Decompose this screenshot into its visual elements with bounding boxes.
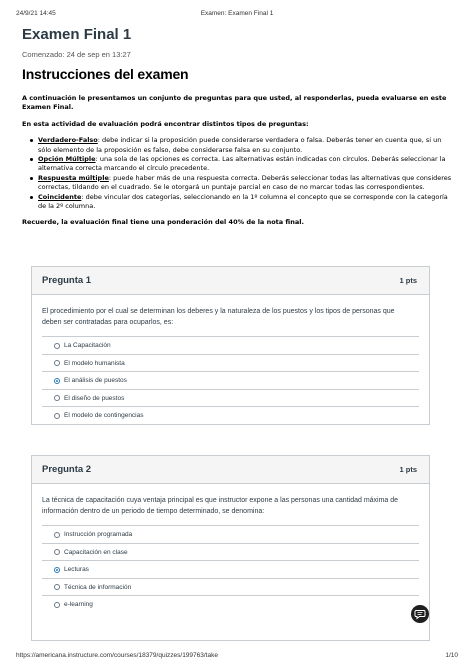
question-body bbox=[32, 295, 429, 424]
answer-label: Lecturas bbox=[64, 566, 89, 574]
radio-button-selected[interactable] bbox=[54, 378, 60, 384]
answer-option[interactable] bbox=[42, 354, 419, 372]
answer-option[interactable] bbox=[42, 336, 419, 354]
answer-option[interactable] bbox=[42, 560, 419, 578]
instructions-reminder: Recuerde, la evaluación final tiene una ponderación del 40% de la nota final. bbox=[22, 218, 304, 227]
radio-button[interactable] bbox=[54, 343, 60, 349]
instructions-activity-lead: En esta actividad de evaluación podrá encontrar distintos tipos de preguntas: bbox=[22, 119, 309, 128]
print-page-number: 1/10 bbox=[445, 652, 458, 659]
radio-button[interactable] bbox=[54, 602, 60, 608]
question-type-name: Coincidente bbox=[38, 192, 82, 201]
radio-button[interactable] bbox=[54, 549, 60, 555]
answer-option[interactable] bbox=[42, 389, 419, 407]
question-type-name: Opción Múltiple bbox=[38, 155, 96, 164]
question-type-desc: : una sola de las opciones es correcta. Las alternativas están indicadas con círculos. Deberás seleccionar la alternativa correcta marcando el círculo precedente. bbox=[38, 155, 446, 173]
question-body bbox=[32, 484, 429, 613]
answer-option[interactable] bbox=[42, 543, 419, 561]
question-type-item bbox=[30, 136, 452, 155]
radio-button[interactable] bbox=[54, 360, 60, 366]
answer-label: Técnica de información bbox=[64, 583, 132, 591]
answer-option[interactable] bbox=[42, 406, 419, 424]
question-type-name: Respuesta múltiple bbox=[38, 173, 109, 182]
question-title: Pregunta 1 bbox=[42, 275, 92, 286]
instructions-body bbox=[22, 94, 452, 228]
main-content bbox=[22, 24, 452, 235]
radio-button[interactable] bbox=[54, 413, 60, 419]
print-header bbox=[16, 10, 458, 20]
instructions-intro: A continuación le presentamos un conjunto de preguntas para que usted, al responderlas, pueda evaluarse en este Examen Final. bbox=[22, 94, 447, 112]
question-type-desc: : debe vincular dos categorías, seleccionando en la 1º columna el concepto que se corresponde con la categoría de la 2º columna. bbox=[38, 192, 448, 211]
question-type-item bbox=[30, 155, 452, 174]
answer-label: El análisis de puestos bbox=[64, 377, 127, 385]
answer-label: El modelo de contingencias bbox=[64, 412, 144, 420]
answer-label: La Capacitación bbox=[64, 342, 111, 349]
chat-bubble-icon[interactable] bbox=[411, 605, 429, 623]
question-type-desc: : debe indicar si la proposición puede considerarse verdadera o falsa. Deberás tener en cuenta que, si un sólo elemento de la proposición es falso, debe considerarse falsa en su conjunto. bbox=[38, 136, 442, 154]
answer-list bbox=[42, 336, 419, 424]
answer-label: e-learning bbox=[64, 601, 93, 609]
radio-button[interactable] bbox=[54, 395, 60, 401]
print-title: Examen: Examen Final 1 bbox=[200, 10, 274, 17]
answer-option[interactable] bbox=[42, 595, 419, 613]
radio-button[interactable] bbox=[54, 532, 60, 538]
answer-option[interactable] bbox=[42, 578, 419, 596]
question-header bbox=[32, 456, 429, 484]
question-points: 1 pts bbox=[399, 276, 417, 285]
question-type-desc: : puede haber más de una respuesta correcta. Deberás seleccionar todas las alternativas que consideres correctas, tildando en el cuadrado. Se le otorgará un puntaje parcial en caso de no marcar todas las correspondientes. bbox=[38, 173, 452, 192]
radio-button[interactable] bbox=[54, 584, 60, 590]
question-types-list bbox=[30, 136, 452, 211]
radio-button-selected[interactable] bbox=[54, 567, 60, 573]
answer-label: Instrucción programada bbox=[64, 531, 133, 538]
instructions-title: Instrucciones del examen bbox=[22, 66, 189, 82]
question-card-1 bbox=[31, 266, 430, 425]
question-text: La técnica de capacitación cuya ventaja principal es que instructor expone a las personas una cantidad máxima de información dentro de un periodo de tiempo determinado, se denomina: bbox=[42, 497, 399, 515]
question-type-item bbox=[30, 174, 452, 193]
answer-list bbox=[42, 525, 419, 613]
chat-glyph-icon bbox=[414, 608, 426, 620]
exam-title: Examen Final 1 bbox=[22, 26, 132, 43]
answer-option[interactable] bbox=[42, 371, 419, 389]
print-url: https://americana.instructure.com/courses/18379/quizzes/199763/take bbox=[16, 652, 218, 659]
print-date: 24/9/21 14:45 bbox=[16, 10, 56, 17]
question-title: Pregunta 2 bbox=[42, 464, 92, 475]
answer-label: Capacitación en clase bbox=[64, 548, 128, 556]
question-text: El procedimiento por el cual se determinan los deberes y la naturaleza de los puestos y los tipos de personas que deben ser contratadas para ocuparlos, es: bbox=[42, 308, 395, 326]
exam-started: Comenzado: 24 de sep en 13:27 bbox=[22, 50, 131, 59]
answer-label: El modelo humanista bbox=[64, 359, 125, 367]
question-card-2 bbox=[31, 455, 430, 641]
question-points: 1 pts bbox=[399, 465, 417, 474]
answer-option[interactable] bbox=[42, 525, 419, 543]
answer-label: El diseño de puestos bbox=[64, 394, 125, 402]
question-header bbox=[32, 267, 429, 295]
print-footer bbox=[16, 652, 458, 662]
question-type-item bbox=[30, 193, 452, 212]
question-type-name: Verdadero-Falso bbox=[38, 136, 98, 145]
